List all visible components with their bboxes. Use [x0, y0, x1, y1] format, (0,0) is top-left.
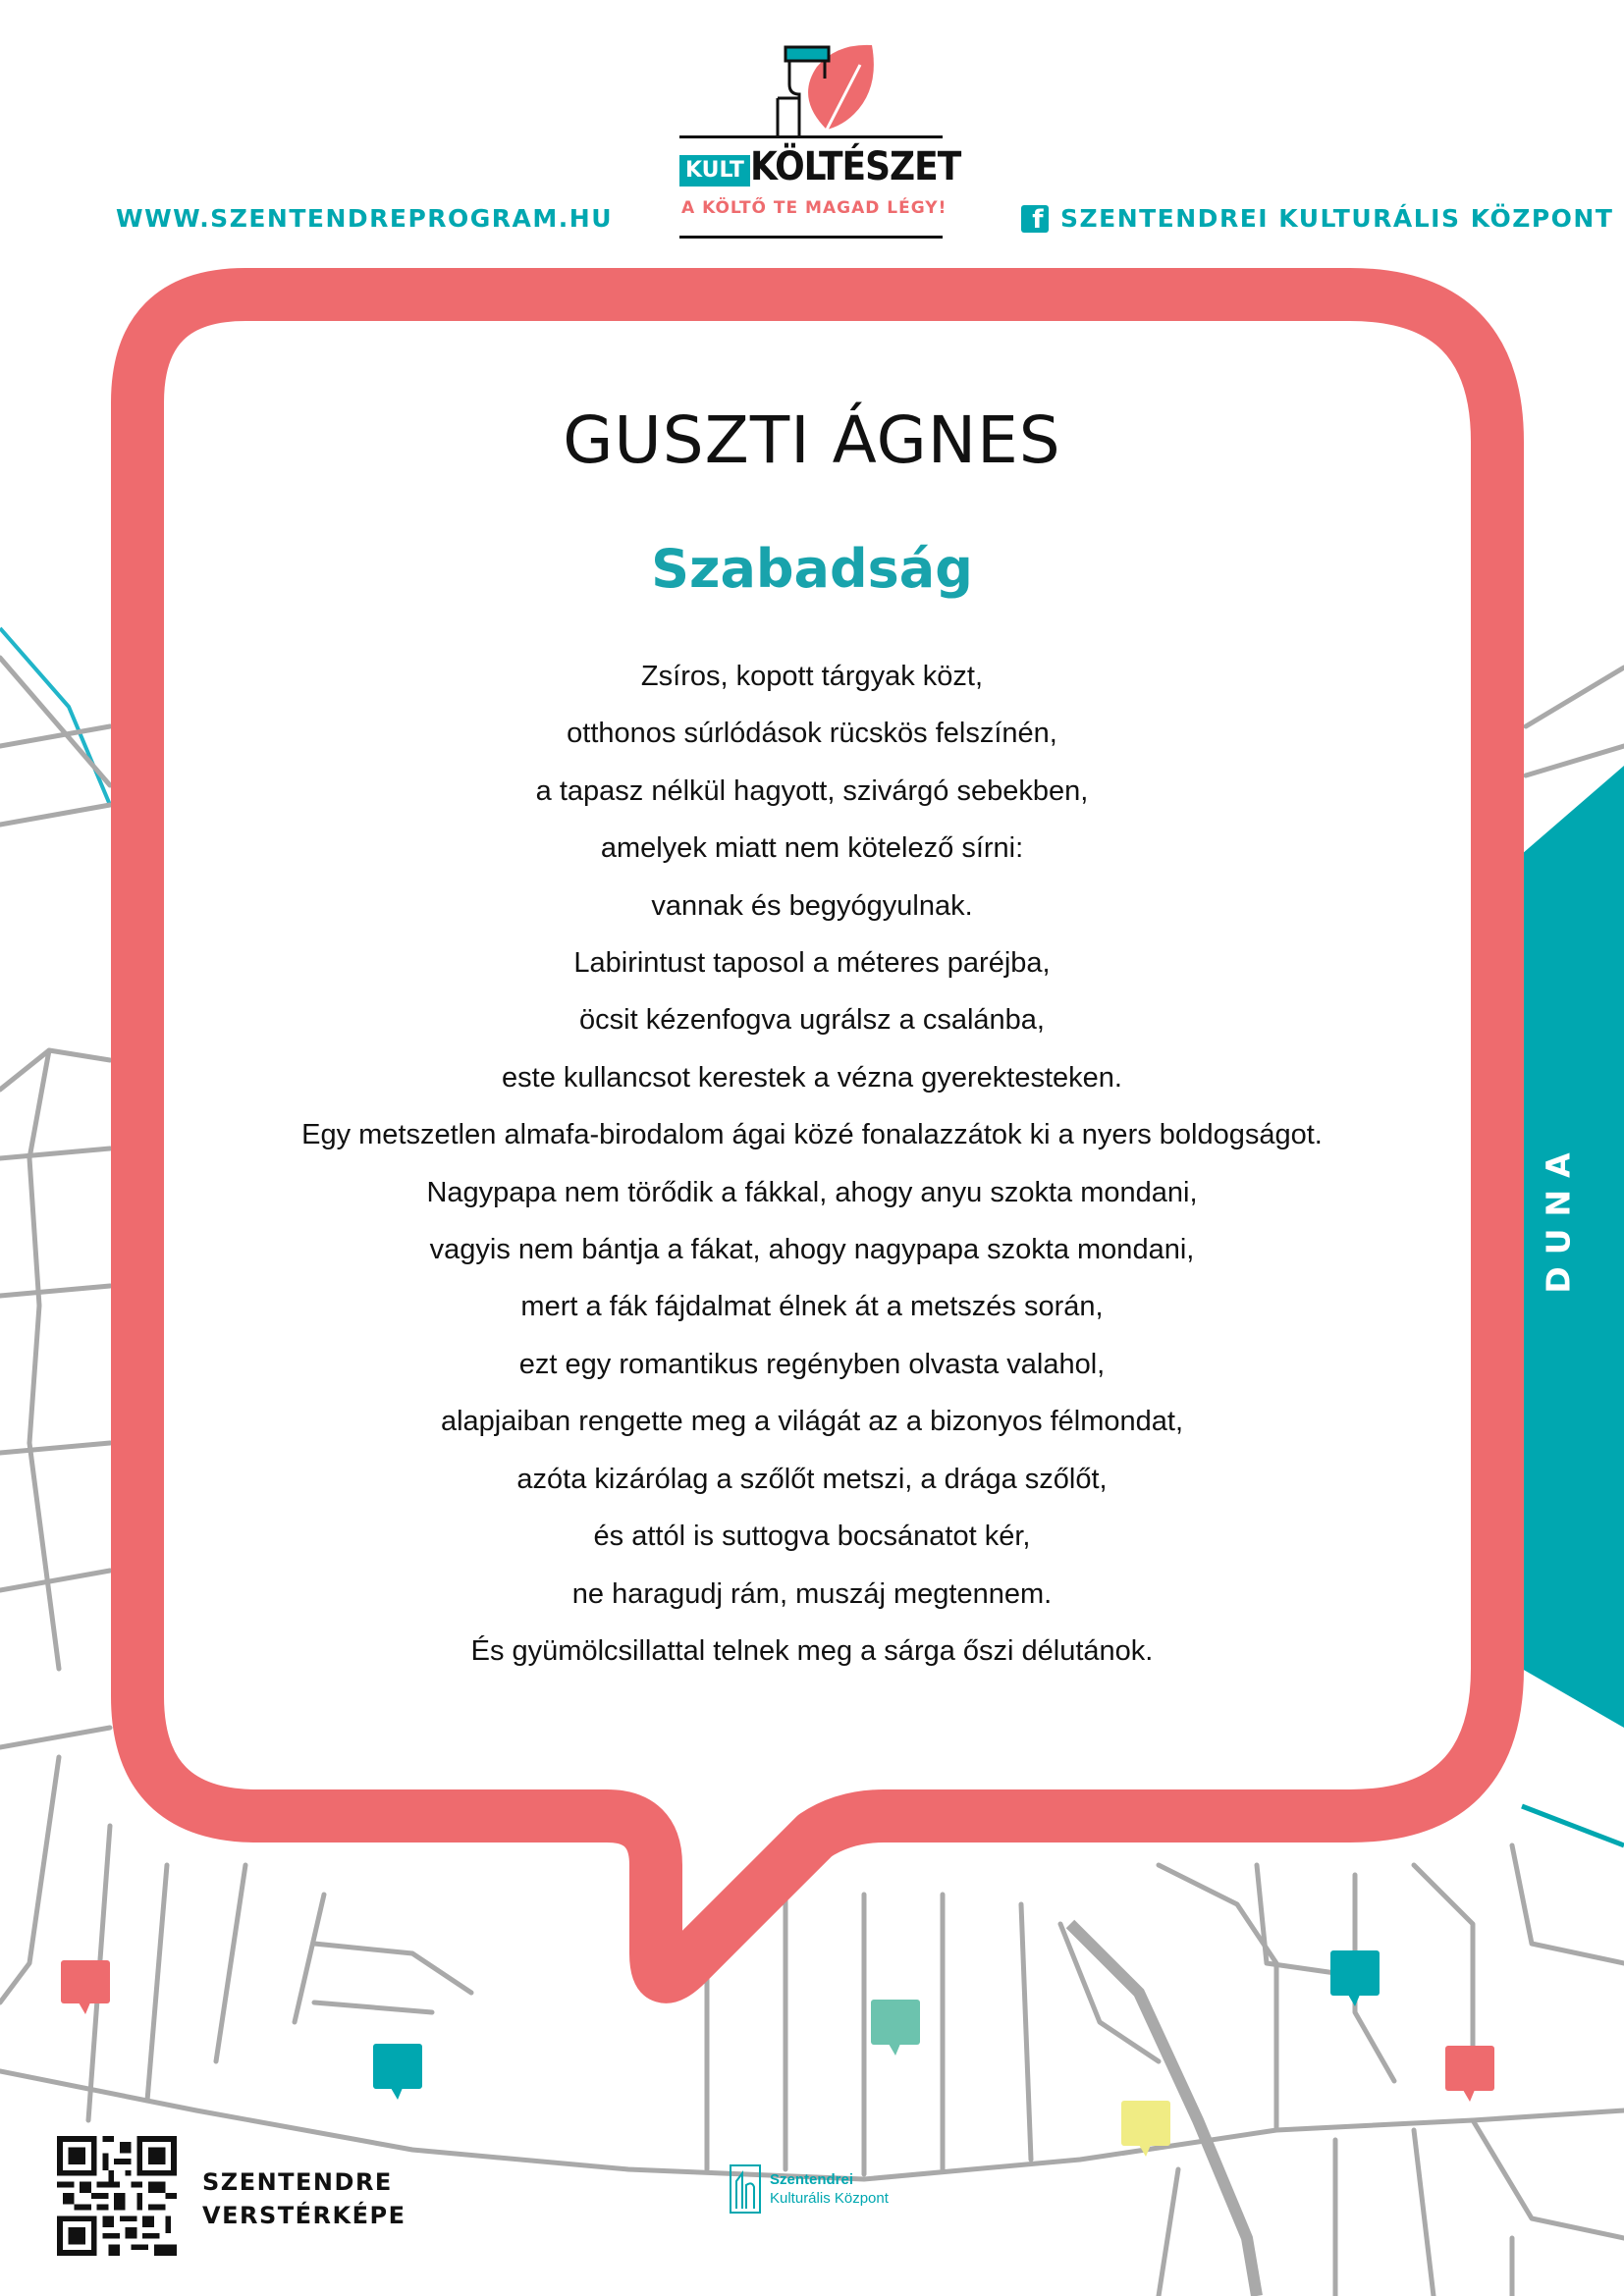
facebook-icon: f: [1021, 205, 1049, 233]
map-pin-mint: [871, 2000, 920, 2056]
poet-name: GUSZTI ÁGNES: [563, 402, 1061, 478]
map-title: [202, 2165, 406, 2232]
poem-line: amelyek miatt nem kötelező sírni:: [600, 832, 1024, 865]
logo-divider-bottom: [679, 236, 943, 239]
map-pin-teal-right: [1330, 1950, 1380, 2006]
facebook-link[interactable]: [1021, 204, 1613, 233]
poem-line: vannak és begyógyulnak.: [651, 889, 973, 922]
qr-code-icon[interactable]: [57, 2136, 177, 2256]
poem-line: Zsíros, kopott tárgyak közt,: [640, 661, 984, 692]
map-pin-teal-left: [373, 2044, 422, 2100]
poem-line: Egy metszetlen almafa-birodalom ágai közé fonalazzátok ki a nyers boldogságot.: [301, 1119, 1323, 1151]
website-link[interactable]: WWW.SZENTENDREPROGRAM.HU: [116, 204, 613, 233]
poem-line: ezt egy romantikus regényben olvasta valahol,: [518, 1348, 1106, 1380]
logo-slogan: A KÖLTŐ TE MAGAD LÉGY!: [681, 198, 947, 218]
poem-line: azóta kizárólag a szőlőt metszi, a drága szőlőt,: [516, 1463, 1108, 1495]
poem-line: Nagypapa nem törődik a fákkal, ahogy anyu szokta mondani,: [426, 1176, 1198, 1208]
map-title-line1: SZENTENDRE: [202, 2168, 393, 2196]
poem-line: este kullancsot kerestek a vézna gyerektesteken.: [502, 1061, 1122, 1094]
map-title-line2: VERSTÉRKÉPE: [202, 2202, 406, 2229]
poem-line: öcsit kézenfogva ugrálsz a csalánba,: [579, 1004, 1045, 1037]
poem-line: otthonos súrlódások rücskös felszínén,: [567, 718, 1057, 750]
logo-divider-top: [679, 135, 943, 138]
poem-title: Szabadság: [651, 538, 973, 600]
map-pin-coral-right: [1445, 2046, 1494, 2102]
skk-logo: [729, 2163, 889, 2215]
poem-line: Labirintust taposol a méteres paréjba,: [573, 947, 1051, 980]
logo-wordmark: KÖLTÉSZET: [750, 144, 961, 189]
poem-line: a tapasz nélkül hagyott, szivárgó sebekben,: [535, 774, 1089, 807]
logo-kult-badge: KULT: [679, 155, 750, 187]
poem-line: És gyümölcsillattal telnek meg a sárga őszi délutánok.: [470, 1634, 1154, 1667]
map-pin-coral-left: [61, 1960, 110, 2014]
poem-line: vagyis nem bántja a fákat, ahogy nagypapa szokta mondani,: [429, 1234, 1195, 1266]
poem-line: és attól is suttogva bocsánatot kér,: [593, 1521, 1031, 1553]
kult-kolteszet-logo: [679, 39, 961, 245]
facebook-label: SZENTENDREI KULTURÁLIS KÖZPONT: [1060, 204, 1614, 233]
skk-logo-text: [770, 2170, 889, 2208]
poem-line: mert a fák fájdalmat élnek át a metszés során,: [520, 1291, 1104, 1323]
river-label: DUNA: [1539, 1141, 1578, 1294]
skk-logo-icon: [729, 2163, 762, 2215]
skk-org-line2: Kulturális Központ: [770, 2190, 889, 2207]
skk-org-line1: Szentendrei: [770, 2171, 854, 2188]
lighthouse-leaf-icon: [679, 39, 945, 137]
poem-body: [177, 648, 1447, 1680]
poem-line: ne haragudj rám, muszáj megtennem.: [571, 1577, 1053, 1610]
poem-line: alapjaiban rengette meg a világát az a bizonyos félmondat,: [440, 1406, 1184, 1438]
